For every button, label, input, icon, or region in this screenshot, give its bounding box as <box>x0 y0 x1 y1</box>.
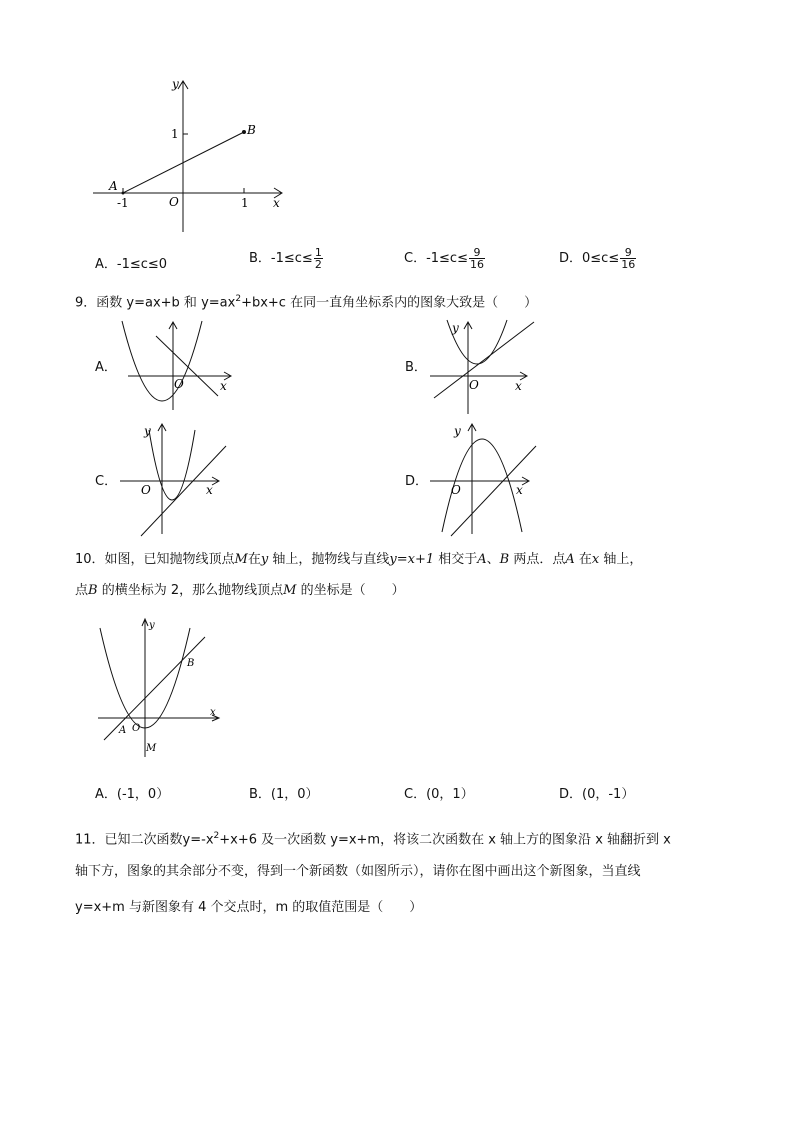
q8-option-b <box>249 247 323 270</box>
fraction <box>314 247 323 270</box>
label-x: x <box>220 379 227 393</box>
label-y: y <box>454 424 461 438</box>
parabola <box>122 321 202 401</box>
fraction <box>620 247 636 270</box>
label-x: x <box>273 196 280 210</box>
q11-stem-line2: 轴下方，图象的其余部分不变，得到一个新函数（如图所示），请你在图中画出这个新图象，当直线 <box>75 864 641 879</box>
q9-text-part1: 函数 y=ax+b 和 y=ax <box>96 295 236 311</box>
q10-text: 两点．点 <box>509 552 566 567</box>
q8-figure <box>88 74 298 239</box>
denominator: 16 <box>621 258 636 271</box>
q10-option-c: C．(0，1） <box>404 787 474 802</box>
label-1-y: 1 <box>171 127 179 141</box>
denominator: 2 <box>314 258 322 271</box>
q10-text: 在 <box>247 552 261 567</box>
q10-var-m: M <box>234 552 248 567</box>
numerator: 9 <box>620 247 636 259</box>
denominator: 16 <box>469 258 484 271</box>
fraction <box>469 247 485 270</box>
numerator: 9 <box>469 247 485 259</box>
label-b: B <box>247 123 256 137</box>
q10-text: 10．如图，已知抛物线顶点 <box>75 552 235 567</box>
parabola <box>149 430 195 500</box>
q10-option-d: D．(0，-1） <box>559 787 635 802</box>
q10-var-b: B <box>499 552 510 567</box>
q10-var-y: y <box>260 552 269 567</box>
q10-stem-line2 <box>75 582 405 600</box>
q11-text: 11．已知二次函数y=-x <box>75 832 214 848</box>
q10-text: 、 <box>486 552 500 567</box>
q9-graph-c <box>118 420 230 538</box>
label-1-x: 1 <box>241 196 249 210</box>
q9-number: 9． <box>75 295 97 311</box>
q10-figure <box>94 616 224 761</box>
label-origin: O <box>451 483 461 497</box>
q9-graph-d <box>428 420 543 538</box>
q10-stem-line1 <box>75 551 642 569</box>
label-origin: O <box>141 483 151 497</box>
q10-text: 在 <box>574 552 592 567</box>
q8-option-c <box>404 247 485 270</box>
label-b: B <box>187 658 195 669</box>
line <box>141 446 226 536</box>
q10-text: 的坐标是（ ） <box>296 583 405 598</box>
q10-option-a: A．(-1，0） <box>95 787 170 802</box>
line <box>156 336 218 396</box>
label-x: x <box>206 483 213 497</box>
q9-graph-b <box>428 318 540 416</box>
q10-text: 的横坐标为 2，那么抛物线顶点 <box>97 583 284 598</box>
option-d-text: D．0≤c≤ <box>559 251 620 266</box>
label-origin: O <box>132 723 141 734</box>
q10-text: 轴上， <box>599 552 643 567</box>
q10-var-m: M <box>283 583 297 598</box>
label-x: x <box>516 483 523 497</box>
q10-text: 相交于 <box>434 552 478 567</box>
line <box>451 446 536 536</box>
option-b-text: B．-1≤c≤ <box>249 251 313 266</box>
point-a <box>122 192 125 195</box>
label-a: A <box>119 725 127 736</box>
q9-stem <box>75 290 537 312</box>
q10-text: 点 <box>75 583 89 598</box>
q9-graph-a <box>118 318 240 413</box>
q11-superscript: 2 <box>213 831 220 841</box>
numerator: 1 <box>314 246 322 259</box>
point-b <box>242 130 246 134</box>
label-a: A <box>109 179 118 193</box>
q10-var-x: x <box>591 552 600 567</box>
label-m: M <box>146 743 157 754</box>
label-origin: O <box>174 377 184 391</box>
q10-var-a: A <box>565 552 575 567</box>
q9-label-a: A． <box>95 360 117 375</box>
q9-text-part2: +bx+c 在同一直角坐标系内的图象大致是（ ） <box>241 295 538 311</box>
q8-option-d <box>559 247 636 270</box>
label-y: y <box>452 321 459 335</box>
q10-option-b: B．(1，0） <box>249 787 319 802</box>
q9-superscript: 2 <box>235 294 242 304</box>
label-y: y <box>172 77 179 91</box>
label-x: x <box>210 707 216 718</box>
q10-text: 轴上，抛物线与直线 <box>268 552 390 567</box>
q8-option-a: A．-1≤c≤0 <box>95 257 168 272</box>
q10-var-a: A <box>477 552 487 567</box>
label-y: y <box>144 424 151 438</box>
q11-stem-line1 <box>75 827 671 849</box>
label-x: x <box>515 379 522 393</box>
label-neg1: -1 <box>117 196 129 210</box>
q11-stem-line3: y=x+m 与新图象有 4 个交点时，m 的取值范围是（ ） <box>75 900 423 915</box>
q9-label-c: C． <box>95 474 118 489</box>
label-y: y <box>149 620 155 631</box>
q10-var-b: B <box>88 583 98 598</box>
q9-label-b: B． <box>405 360 427 375</box>
option-c-text: C．-1≤c≤ <box>404 251 468 266</box>
q11-text: +x+6 及一次函数 y=x+m，将该二次函数在 x 轴上方的图象沿 x 轴翻折到 x <box>219 832 671 848</box>
label-origin: O <box>469 378 479 392</box>
q10-equation: y=x+1 <box>389 552 435 567</box>
label-origin: O <box>169 195 179 209</box>
q9-label-d: D． <box>405 474 429 489</box>
